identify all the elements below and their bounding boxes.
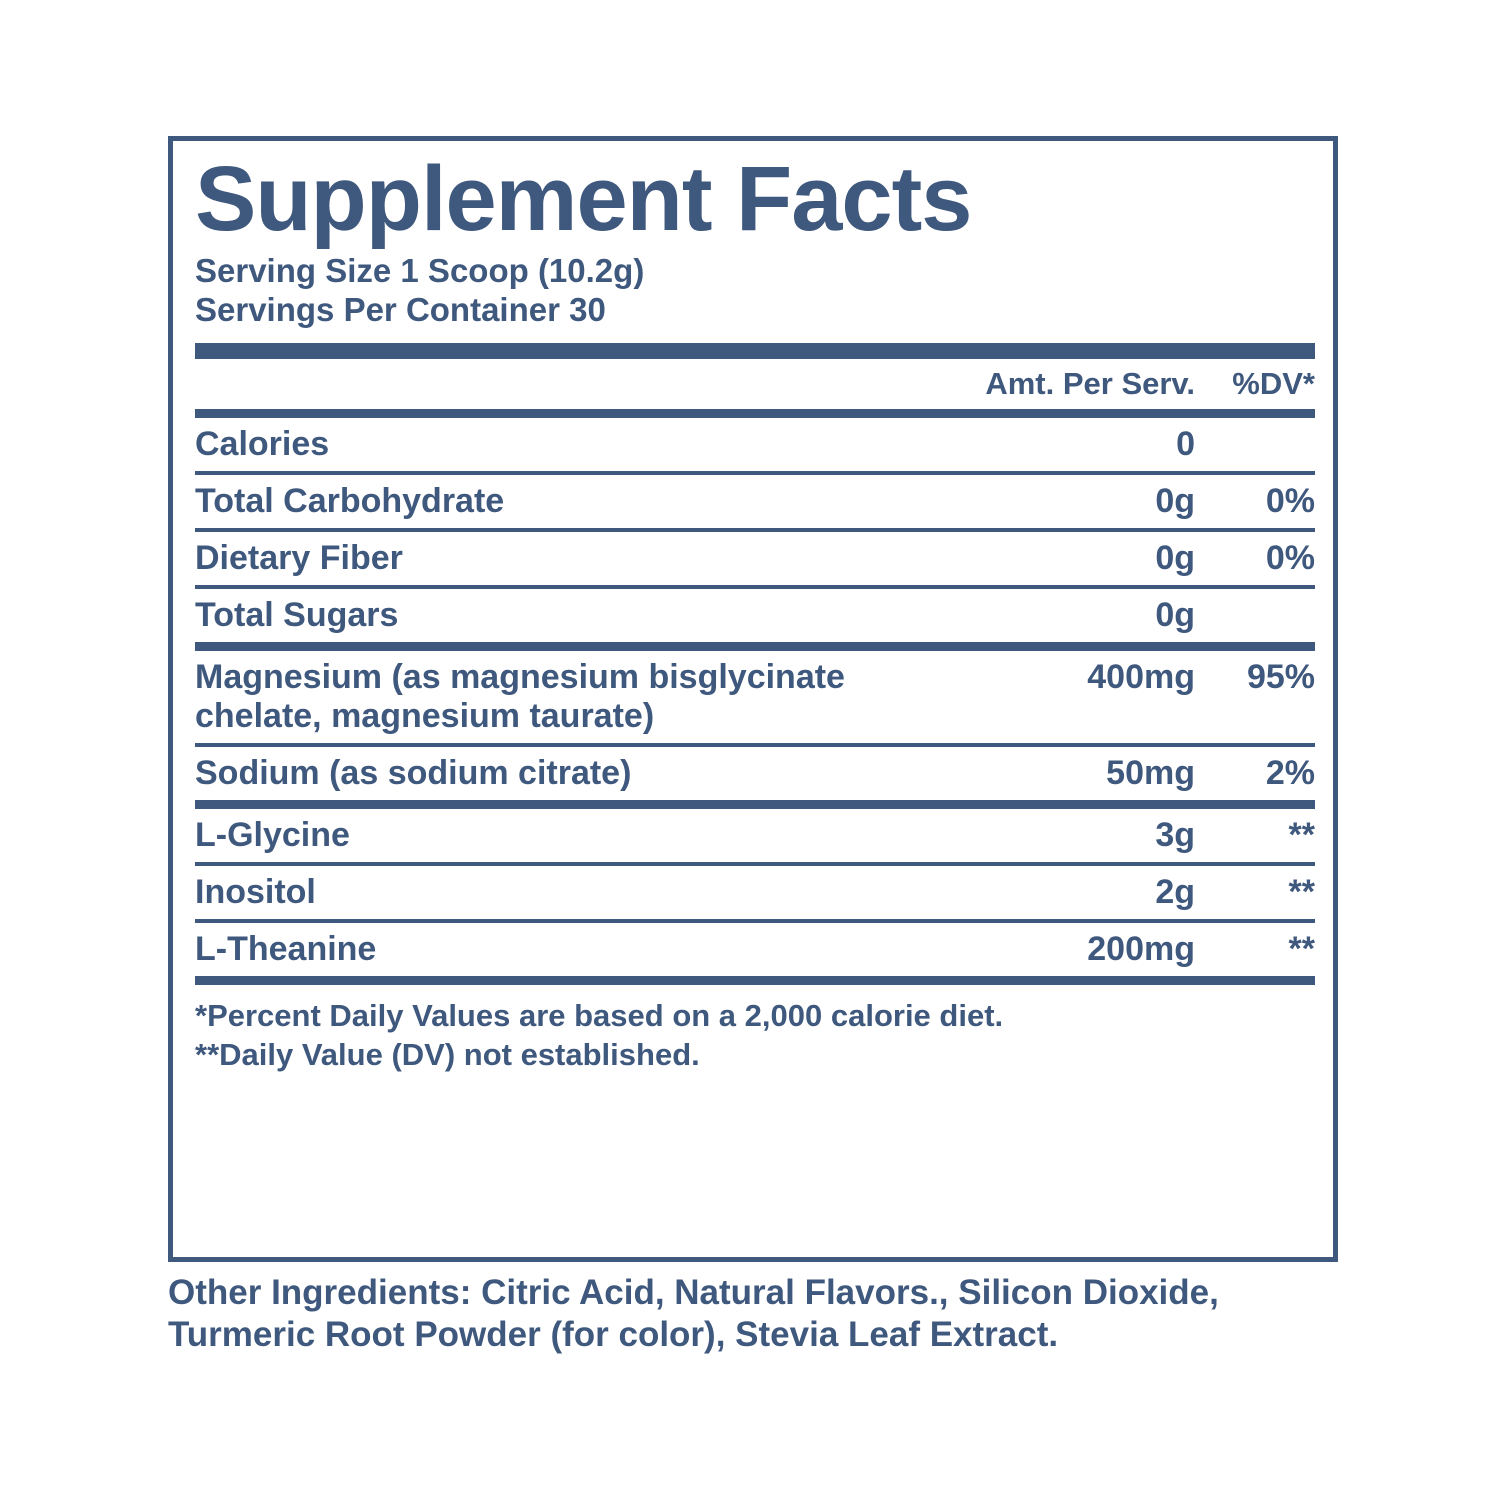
row-daily-value: 0% [1195, 473, 1315, 530]
divider-under-header [195, 409, 1315, 418]
table-row [195, 587, 1315, 642]
row-daily-value: 2% [1265, 754, 1315, 793]
row-amount: 50mg [1106, 754, 1195, 793]
table-row [195, 651, 1315, 745]
row-amount: 2g [980, 864, 1195, 921]
table-header-row [195, 359, 1315, 409]
facts-table-aminos [195, 809, 1315, 976]
row-name: L-Theanine [195, 930, 377, 969]
row-amount: 3g [980, 809, 1195, 864]
header-amount: Amt. Per Serv. [985, 366, 1195, 402]
row-name: Magnesium (as magnesium bisglycinate chelate, magnesium taurate) [195, 651, 980, 745]
page-title: Supplement Facts [195, 148, 972, 250]
row-daily-value: ** [1195, 809, 1315, 864]
row-name: Total Carbohydrate [195, 473, 980, 530]
facts-table-body [195, 418, 1315, 642]
row-daily-value: ** [1288, 930, 1315, 969]
row-amount: 0g [1155, 596, 1195, 635]
table-row [195, 809, 1315, 864]
table-row [195, 864, 1315, 921]
row-name: Total Sugars [195, 596, 399, 635]
row-daily-value [1195, 587, 1315, 642]
other-ingredients: Other Ingredients: Citric Acid, Natural Flavors., Silicon Dioxide, Turmeric Root Powder (for color), Stevia Leaf Extract. [168, 1273, 1219, 1354]
row-daily-value: ** [1195, 864, 1315, 921]
panel-inner [195, 148, 1315, 1075]
row-daily-value: 0% [1195, 530, 1315, 587]
row-name: Calories [195, 418, 980, 473]
row-daily-value: 95% [1195, 651, 1315, 745]
divider-mid [195, 642, 1315, 651]
header-blank [195, 359, 980, 409]
divider-thick-top [195, 343, 1315, 359]
row-name: L-Glycine [195, 809, 980, 864]
row-amount: 0 [980, 418, 1195, 473]
table-row [195, 530, 1315, 587]
divider-before-aminos [195, 800, 1315, 809]
facts-table [195, 359, 1315, 409]
row-amount: 400mg [980, 651, 1195, 745]
table-row [195, 418, 1315, 473]
facts-table-minerals [195, 651, 1315, 800]
serving-size: Serving Size 1 Scoop (10.2g) [195, 251, 645, 289]
row-amount: 200mg [1087, 930, 1195, 969]
table-row [195, 473, 1315, 530]
serving-info [195, 252, 1315, 330]
header-daily-value: %DV* [1232, 366, 1315, 402]
footnote-dv-not-established: **Daily Value (DV) not established. [195, 1037, 700, 1073]
table-row [195, 921, 1315, 976]
row-amount: 0g [980, 473, 1195, 530]
servings-per-container: Servings Per Container 30 [195, 290, 606, 328]
row-name: Sodium (as sodium citrate) [195, 754, 632, 793]
supplement-facts-panel [168, 136, 1338, 1262]
row-amount: 0g [980, 530, 1195, 587]
row-name: Inositol [195, 864, 980, 921]
footnotes [195, 997, 1315, 1075]
table-row [195, 745, 1315, 800]
footnote-daily-values: *Percent Daily Values are based on a 2,000 calorie diet. [195, 998, 1004, 1034]
row-name: Dietary Fiber [195, 530, 980, 587]
divider-bottom [195, 976, 1315, 985]
row-daily-value [1195, 418, 1315, 473]
